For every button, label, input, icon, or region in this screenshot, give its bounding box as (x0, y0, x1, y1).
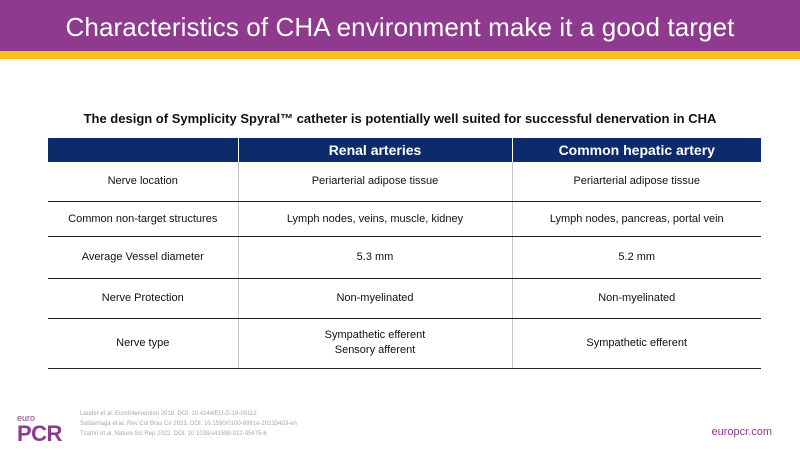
table-header-row (48, 138, 761, 162)
title-bar (0, 0, 800, 59)
row-label: Nerve type (48, 318, 238, 368)
reference-line: Lauder et al. EuroIntervention 2018. DOI: 10.4244/EIJ-D-18-00112 (80, 411, 257, 417)
reference-line: Saldarriaga et al. Rev Col Bras Cir 2023. DOI: 10.1590/0100-6991e-20233403-en (80, 421, 297, 427)
renal-cell: Lymph nodes, veins, muscle, kidney (238, 201, 512, 236)
row-label: Nerve Protection (48, 278, 238, 318)
europcr-logo (17, 414, 62, 445)
reference-line: Tzafriri et al. Nature Sci Rep 2022. DOI: 10.1038/s41598-022-05475-6 (80, 431, 267, 437)
table-row (48, 162, 761, 201)
header-blank (48, 138, 238, 162)
header-common-hepatic-artery: Common hepatic artery (512, 138, 761, 162)
header-renal-arteries: Renal arteries (238, 138, 512, 162)
cha-cell: Lymph nodes, pancreas, portal vein (512, 201, 761, 236)
logo-pcr-text: PCR (17, 421, 62, 446)
renal-cell: Periarterial adipose tissue (238, 162, 512, 201)
cha-cell: 5.2 mm (512, 236, 761, 278)
table-row (48, 318, 761, 368)
table-row (48, 201, 761, 236)
row-label: Nerve location (48, 162, 238, 201)
slide-title: Characteristics of CHA environment make it a good target (65, 12, 735, 42)
cha-cell: Periarterial adipose tissue (512, 162, 761, 201)
cha-cell: Sympathetic efferent (512, 318, 761, 368)
renal-cell: 5.3 mm (238, 236, 512, 278)
logo-euro-text: euro (17, 413, 36, 423)
renal-cell (238, 318, 512, 368)
row-label: Average Vessel diameter (48, 236, 238, 278)
table-row (48, 278, 761, 318)
comparison-table (48, 138, 761, 369)
cha-cell: Non-myelinated (512, 278, 761, 318)
renal-line: Sensory afferent (334, 344, 416, 356)
renal-cell: Non-myelinated (238, 278, 512, 318)
slide-subtitle: The design of Symplicity Spyral™ catheter is potentially well suited for successful denervation in CHA (83, 111, 717, 126)
references (80, 409, 297, 439)
table-row (48, 236, 761, 278)
renal-line: Sympathetic efferent (324, 329, 426, 341)
row-label: Common non-target structures (48, 201, 238, 236)
website-link[interactable]: europcr.com (711, 426, 772, 438)
